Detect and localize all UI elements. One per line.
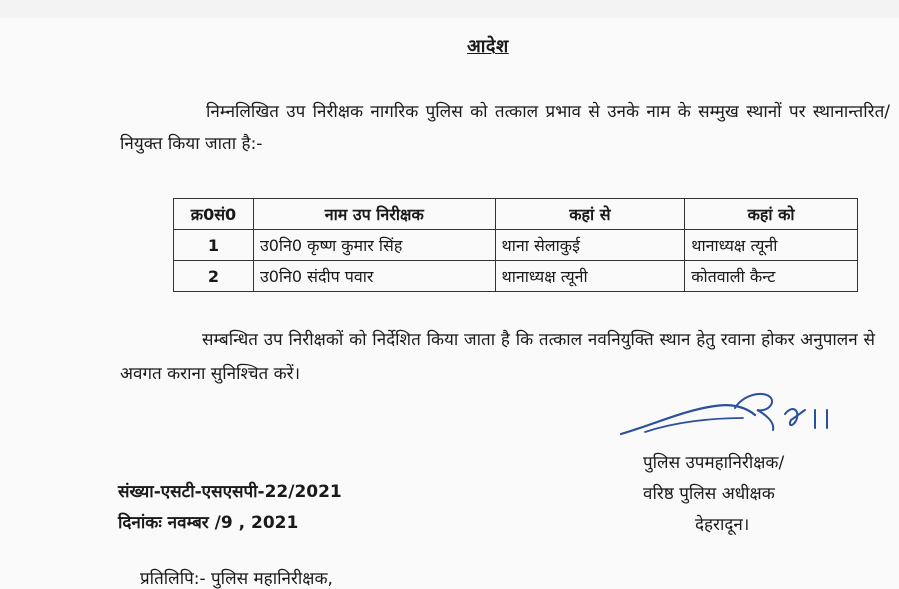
order-date: दिनांकः नवम्बर /9 , 2021 [118,513,299,533]
table-header-row [174,199,858,230]
copy-to-line: प्रतिलिपि:- पुलिस महानिरीक्षक, [140,569,333,589]
header-serial: क्र0सं0 [174,199,254,230]
header-name: नाम उप निरीक्षक [253,199,495,230]
table-row [174,230,858,261]
row-serial: 1 [174,230,254,261]
signatory-designation-1: पुलिस उपमहानिरीक्षक/ [643,453,785,473]
signatory-block [643,448,784,541]
header-from: कहां से [495,199,685,230]
row-to: थानाध्यक्ष त्यूनी [685,230,858,261]
order-title: आदेश [467,36,509,57]
row-from: थानाध्यक्ष त्यूनी [495,261,685,292]
row-from: थाना सेलाकुई [495,230,685,261]
table-row [174,261,858,292]
scan-top-margin [0,0,899,18]
row-to: कोतवाली कैन्ट [685,261,858,292]
signature-image [615,388,845,448]
reference-number: संख्या-एसटी-एसएसपी-22/2021 [118,482,342,502]
row-name: उ0नि0 संदीप पवार [253,261,495,292]
header-to: कहां को [685,199,858,230]
order-intro-paragraph: निम्नलिखित उप निरीक्षक नागरिक पुलिस को तत्काल प्रभाव से उनके नाम के सम्मुख स्थानों पर स्थानान्तरित/नियुक्त किया जाता है:- [120,102,890,154]
instruction-paragraph: सम्बन्धित उप निरीक्षकों को निर्देशित किया जाता है कि तत्काल नवनियुक्ति स्थान हेतु रवाना होकर अनुपालन से अवगत कराना सुनिश्चित करें। [120,330,875,384]
reference-block [118,477,342,539]
row-serial: 2 [174,261,254,292]
row-name: उ0नि0 कृष्ण कुमार सिंह [253,230,495,261]
signatory-city: देहरादून। [695,515,750,535]
transfer-table [173,198,858,292]
signatory-designation-2: वरिष्ठ पुलिस अधीक्षक [643,484,775,504]
